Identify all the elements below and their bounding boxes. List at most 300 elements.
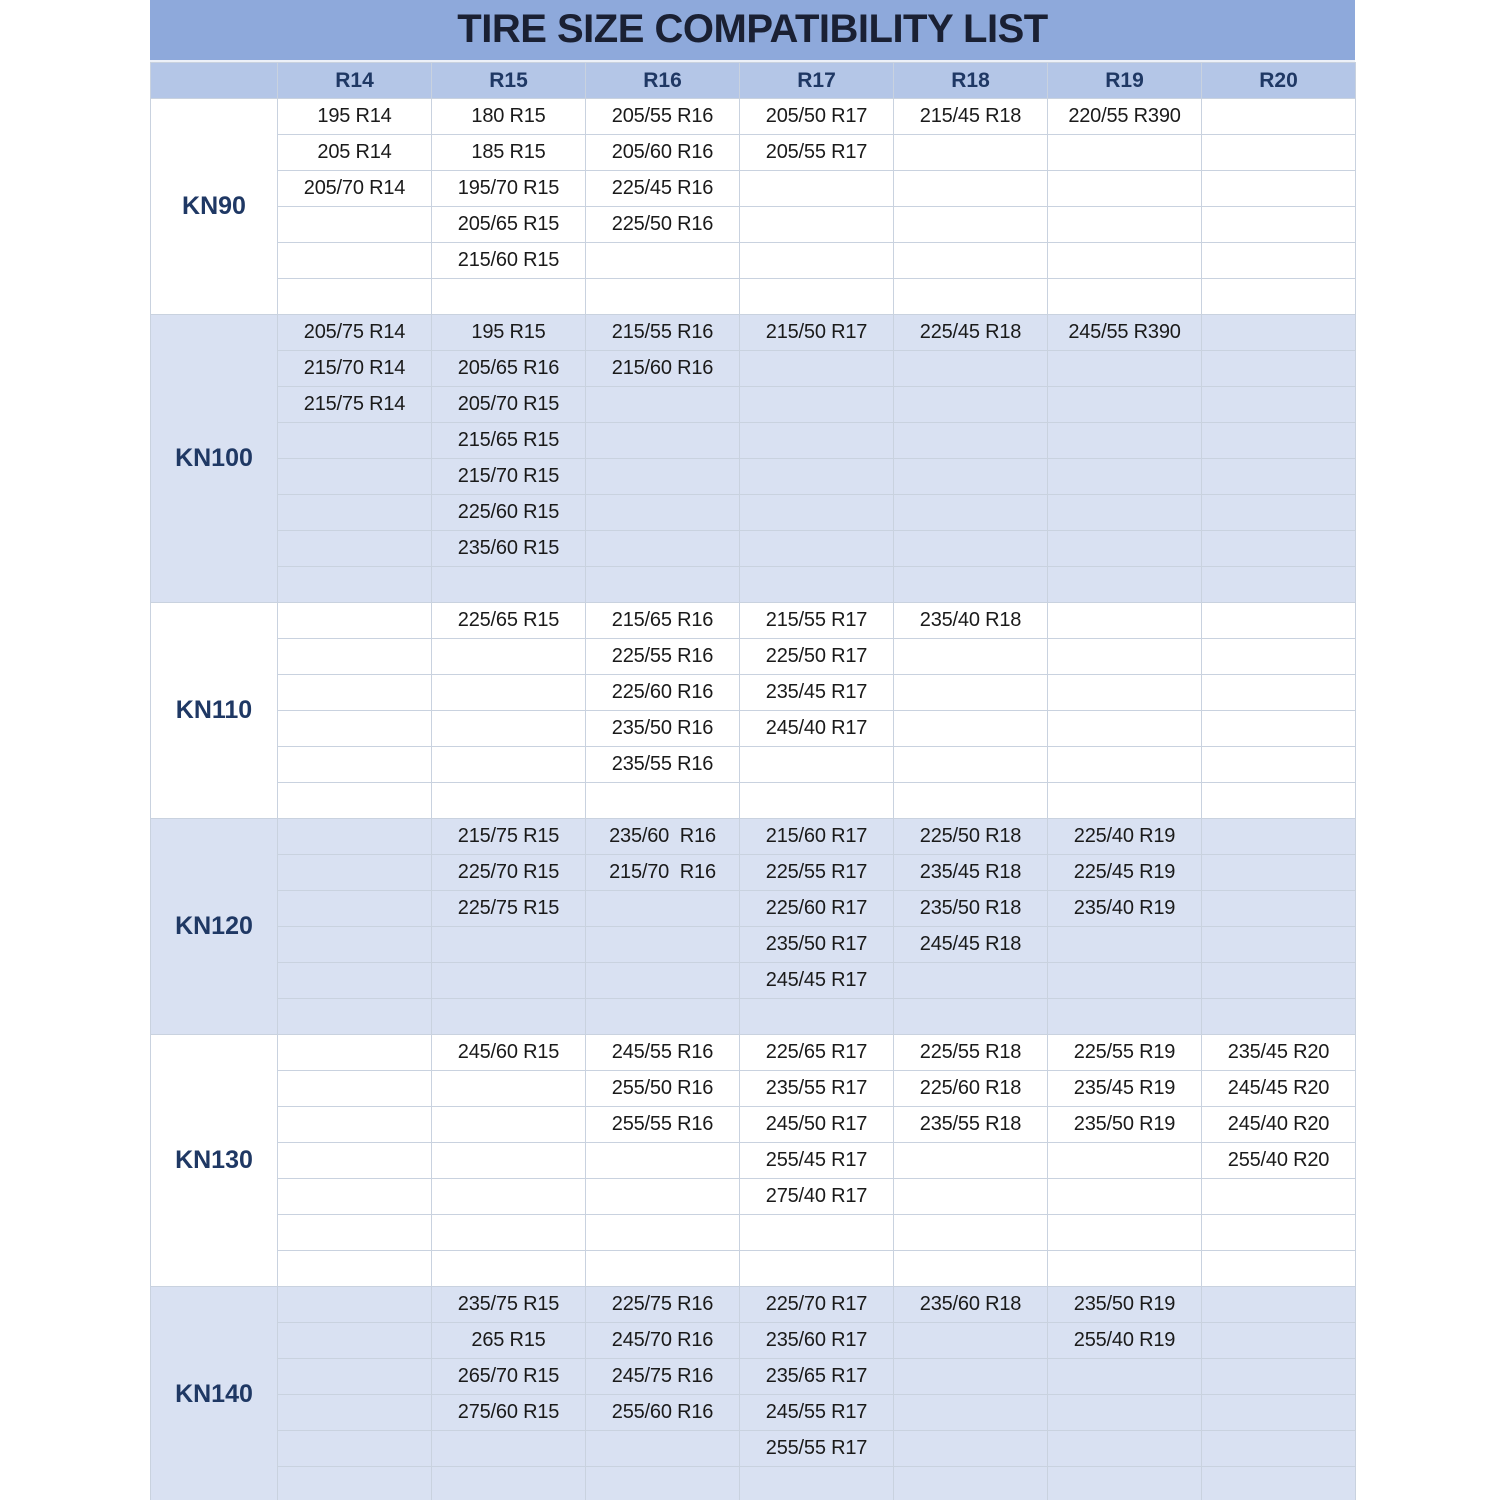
tire-size-cell: [1202, 963, 1356, 999]
tire-size-cell: 205/70 R15: [432, 387, 586, 423]
tire-size-cell: [432, 1467, 586, 1500]
tire-size-cell: [432, 1431, 586, 1467]
table-row: [151, 387, 1356, 423]
tire-size-cell: [740, 459, 894, 495]
tire-size-cell: 245/55 R16: [586, 1035, 740, 1071]
tire-size-cell: [278, 1251, 432, 1287]
tire-size-cell: 235/45 R17: [740, 675, 894, 711]
tire-size-cell: [894, 1395, 1048, 1431]
tire-size-cell: 205 R14: [278, 135, 432, 171]
table-row: [151, 1035, 1356, 1071]
tire-size-cell: [894, 351, 1048, 387]
tire-size-cell: 215/45 R18: [894, 99, 1048, 135]
tire-size-cell: [278, 1071, 432, 1107]
tire-size-cell: 215/70 R14: [278, 351, 432, 387]
tire-size-cell: [1202, 891, 1356, 927]
tire-size-cell: 215/75 R15: [432, 819, 586, 855]
tire-size-cell: [278, 423, 432, 459]
tire-size-cell: 225/55 R17: [740, 855, 894, 891]
table-row: [151, 1107, 1356, 1143]
tire-size-cell: [1202, 207, 1356, 243]
tire-size-cell: [1048, 1359, 1202, 1395]
tire-size-cell: [740, 1215, 894, 1251]
tire-size-cell: [1202, 1467, 1356, 1500]
tire-size-cell: [586, 531, 740, 567]
table-row: [151, 351, 1356, 387]
tire-size-cell: [894, 567, 1048, 603]
tire-size-cell: 245/45 R17: [740, 963, 894, 999]
table-row: [151, 1179, 1356, 1215]
tire-size-cell: [278, 963, 432, 999]
tire-size-cell: [894, 783, 1048, 819]
tire-size-cell: [432, 963, 586, 999]
tire-size-cell: [432, 1107, 586, 1143]
tire-size-cell: [1048, 927, 1202, 963]
tire-size-cell: [1202, 747, 1356, 783]
tire-size-cell: [1202, 351, 1356, 387]
tire-size-cell: [278, 1395, 432, 1431]
tire-size-cell: 235/45 R20: [1202, 1035, 1356, 1071]
tire-size-cell: [278, 1215, 432, 1251]
tire-size-cell: [278, 675, 432, 711]
tire-size-cell: 195/70 R15: [432, 171, 586, 207]
table-row: [151, 711, 1356, 747]
table-row: [151, 243, 1356, 279]
tire-size-cell: 235/65 R17: [740, 1359, 894, 1395]
tire-size-cell: [432, 1071, 586, 1107]
tire-size-cell: [740, 567, 894, 603]
tire-size-cell: [1202, 1359, 1356, 1395]
tire-size-cell: [278, 927, 432, 963]
tire-size-cell: [740, 171, 894, 207]
table-row: [151, 747, 1356, 783]
tire-size-cell: 235/50 R19: [1048, 1107, 1202, 1143]
tire-size-cell: [740, 1251, 894, 1287]
tire-size-cell: [1048, 135, 1202, 171]
header-row: [151, 63, 1356, 99]
tire-size-cell: [278, 603, 432, 639]
tire-size-cell: [1048, 387, 1202, 423]
table-row: [151, 783, 1356, 819]
tire-size-cell: 235/50 R16: [586, 711, 740, 747]
tire-size-cell: 235/55 R18: [894, 1107, 1048, 1143]
tire-size-cell: 245/60 R15: [432, 1035, 586, 1071]
tire-size-cell: [278, 747, 432, 783]
tire-size-cell: [894, 711, 1048, 747]
tire-size-cell: [740, 423, 894, 459]
tire-size-cell: 225/60 R16: [586, 675, 740, 711]
tire-size-cell: [278, 711, 432, 747]
table-row: [151, 927, 1356, 963]
tire-size-cell: [586, 459, 740, 495]
tire-size-cell: [894, 1143, 1048, 1179]
tire-size-cell: [1202, 855, 1356, 891]
tire-size-cell: 235/50 R18: [894, 891, 1048, 927]
tire-size-cell: 205/55 R16: [586, 99, 740, 135]
tire-size-cell: [1048, 747, 1202, 783]
tire-size-cell: [432, 927, 586, 963]
tire-size-cell: [894, 1359, 1048, 1395]
tire-size-cell: [894, 243, 1048, 279]
tire-size-cell: [1048, 531, 1202, 567]
tire-size-cell: [1202, 783, 1356, 819]
tire-size-cell: [586, 495, 740, 531]
tire-size-cell: [740, 387, 894, 423]
tire-size-cell: [894, 459, 1048, 495]
tire-size-cell: 225/60 R15: [432, 495, 586, 531]
tire-size-cell: [1048, 1179, 1202, 1215]
table-row: [151, 963, 1356, 999]
tire-size-cell: 205/55 R17: [740, 135, 894, 171]
table-row: [151, 639, 1356, 675]
tire-size-cell: 235/40 R18: [894, 603, 1048, 639]
tire-size-cell: [1202, 1179, 1356, 1215]
tire-size-cell: 205/50 R17: [740, 99, 894, 135]
tire-size-cell: [278, 1359, 432, 1395]
tire-size-cell: [1202, 1287, 1356, 1323]
table-row: [151, 1431, 1356, 1467]
tire-size-cell: [740, 351, 894, 387]
tire-size-cell: [1048, 567, 1202, 603]
tire-size-cell: [586, 243, 740, 279]
tire-size-cell: 245/75 R16: [586, 1359, 740, 1395]
tire-size-cell: 225/55 R16: [586, 639, 740, 675]
tire-size-cell: [278, 207, 432, 243]
tire-size-cell: 225/60 R17: [740, 891, 894, 927]
tire-size-cell: [740, 999, 894, 1035]
tire-size-cell: [432, 1143, 586, 1179]
tire-size-cell: [586, 279, 740, 315]
table-row: [151, 171, 1356, 207]
tire-size-cell: [740, 1467, 894, 1500]
tire-size-cell: 275/60 R15: [432, 1395, 586, 1431]
tire-size-cell: 205/70 R14: [278, 171, 432, 207]
tire-size-cell: 235/55 R16: [586, 747, 740, 783]
tire-size-cell: 275/40 R17: [740, 1179, 894, 1215]
tire-size-cell: [278, 639, 432, 675]
tire-size-cell: [894, 531, 1048, 567]
tire-size-cell: 215/60 R16: [586, 351, 740, 387]
tire-size-cell: [1202, 99, 1356, 135]
tire-size-cell: 205/60 R16: [586, 135, 740, 171]
tire-size-cell: 225/50 R18: [894, 819, 1048, 855]
tire-size-cell: 205/75 R14: [278, 315, 432, 351]
tire-size-cell: [894, 1215, 1048, 1251]
column-header: R20: [1202, 63, 1356, 99]
tire-size-cell: 245/40 R17: [740, 711, 894, 747]
tire-size-cell: 215/65 R15: [432, 423, 586, 459]
tire-size-cell: [894, 135, 1048, 171]
tire-size-cell: [740, 495, 894, 531]
column-header: R16: [586, 63, 740, 99]
tire-size-cell: 215/55 R16: [586, 315, 740, 351]
tire-size-cell: 235/60 R16: [586, 819, 740, 855]
tire-size-cell: [1202, 1251, 1356, 1287]
tire-size-cell: [894, 171, 1048, 207]
table-title: TIRE SIZE COMPATIBILITY LIST: [150, 0, 1355, 62]
tire-size-cell: [278, 1467, 432, 1500]
tire-size-cell: [1202, 1323, 1356, 1359]
tire-size-cell: [278, 891, 432, 927]
tire-size-cell: [1202, 495, 1356, 531]
column-header: R18: [894, 63, 1048, 99]
tire-size-cell: [894, 279, 1048, 315]
tire-size-cell: [1202, 1215, 1356, 1251]
tire-size-cell: [1202, 1431, 1356, 1467]
tire-size-cell: [1048, 243, 1202, 279]
tire-size-cell: 235/60 R18: [894, 1287, 1048, 1323]
tire-size-cell: [894, 747, 1048, 783]
tire-size-cell: [432, 711, 586, 747]
compatibility-sheet: [150, 0, 1355, 1500]
tire-size-cell: [432, 567, 586, 603]
tire-size-cell: [1202, 567, 1356, 603]
tire-size-cell: 225/70 R15: [432, 855, 586, 891]
tire-size-cell: [894, 675, 1048, 711]
tire-size-cell: 205/65 R15: [432, 207, 586, 243]
tire-size-cell: 195 R15: [432, 315, 586, 351]
tire-size-cell: 215/50 R17: [740, 315, 894, 351]
tire-size-cell: [586, 1251, 740, 1287]
tire-size-cell: [432, 1251, 586, 1287]
corner-cell: [151, 63, 278, 99]
tire-table: [150, 62, 1356, 1500]
tire-size-cell: [586, 1431, 740, 1467]
tire-size-cell: [894, 1323, 1048, 1359]
tire-size-cell: 225/55 R19: [1048, 1035, 1202, 1071]
tire-size-cell: 225/75 R15: [432, 891, 586, 927]
model-label: KN120: [151, 819, 278, 1035]
tire-size-cell: [586, 1143, 740, 1179]
tire-size-cell: [740, 747, 894, 783]
tire-size-cell: [894, 1431, 1048, 1467]
column-header: R19: [1048, 63, 1202, 99]
tire-size-cell: [432, 783, 586, 819]
tire-size-cell: [586, 1467, 740, 1500]
tire-size-cell: [586, 423, 740, 459]
tire-size-cell: [278, 783, 432, 819]
tire-size-cell: [740, 783, 894, 819]
tire-size-cell: [1048, 1395, 1202, 1431]
tire-size-cell: 225/50 R17: [740, 639, 894, 675]
tire-size-cell: 245/55 R390: [1048, 315, 1202, 351]
tire-size-cell: 265/70 R15: [432, 1359, 586, 1395]
tire-size-cell: 215/55 R17: [740, 603, 894, 639]
table-row: [151, 1395, 1356, 1431]
tire-size-cell: 235/50 R17: [740, 927, 894, 963]
tire-size-cell: [1048, 459, 1202, 495]
tire-size-cell: [432, 639, 586, 675]
tire-size-cell: [894, 387, 1048, 423]
tire-size-cell: 225/45 R18: [894, 315, 1048, 351]
tire-size-cell: [1202, 531, 1356, 567]
tire-size-cell: [432, 675, 586, 711]
tire-size-cell: [1048, 279, 1202, 315]
tire-size-cell: 225/70 R17: [740, 1287, 894, 1323]
tire-size-cell: [586, 783, 740, 819]
tire-size-cell: 220/55 R390: [1048, 99, 1202, 135]
tire-size-cell: [586, 963, 740, 999]
tire-size-cell: [278, 279, 432, 315]
tire-size-cell: 225/65 R17: [740, 1035, 894, 1071]
tire-size-cell: [1202, 999, 1356, 1035]
tire-size-cell: [894, 639, 1048, 675]
tire-size-cell: 195 R14: [278, 99, 432, 135]
tire-size-cell: 235/75 R15: [432, 1287, 586, 1323]
table-row: [151, 495, 1356, 531]
tire-size-cell: [586, 387, 740, 423]
tire-size-cell: [1048, 711, 1202, 747]
tire-size-cell: 215/60 R17: [740, 819, 894, 855]
tire-size-cell: [1048, 603, 1202, 639]
tire-size-cell: 185 R15: [432, 135, 586, 171]
tire-size-cell: 245/45 R18: [894, 927, 1048, 963]
tire-size-cell: 245/70 R16: [586, 1323, 740, 1359]
tire-size-cell: [586, 891, 740, 927]
tire-size-cell: 225/45 R16: [586, 171, 740, 207]
tire-size-cell: [586, 927, 740, 963]
table-row: [151, 567, 1356, 603]
tire-size-cell: [1048, 171, 1202, 207]
table-row: [151, 819, 1356, 855]
tire-size-cell: [278, 1431, 432, 1467]
tire-size-cell: [278, 819, 432, 855]
tire-size-cell: 235/55 R17: [740, 1071, 894, 1107]
tire-size-cell: [894, 999, 1048, 1035]
tire-size-cell: [740, 243, 894, 279]
table-row: [151, 1251, 1356, 1287]
tire-size-cell: [278, 531, 432, 567]
tire-size-cell: [432, 747, 586, 783]
table-row: [151, 1215, 1356, 1251]
table-row: [151, 135, 1356, 171]
table-row: [151, 459, 1356, 495]
tire-size-cell: 245/40 R20: [1202, 1107, 1356, 1143]
tire-size-cell: 225/40 R19: [1048, 819, 1202, 855]
tire-size-cell: 225/75 R16: [586, 1287, 740, 1323]
tire-size-cell: [586, 567, 740, 603]
tire-size-cell: [432, 999, 586, 1035]
tire-size-cell: [1048, 207, 1202, 243]
tire-size-cell: [894, 963, 1048, 999]
tire-size-cell: 235/40 R19: [1048, 891, 1202, 927]
tire-size-cell: 255/55 R16: [586, 1107, 740, 1143]
tire-size-cell: 245/45 R20: [1202, 1071, 1356, 1107]
tire-size-cell: [1202, 423, 1356, 459]
tire-size-cell: [894, 1467, 1048, 1500]
tire-size-cell: 245/55 R17: [740, 1395, 894, 1431]
tire-size-cell: [1048, 639, 1202, 675]
table-row: [151, 531, 1356, 567]
tire-size-cell: [1048, 423, 1202, 459]
tire-size-cell: [1048, 495, 1202, 531]
tire-size-cell: 245/50 R17: [740, 1107, 894, 1143]
tire-size-cell: 225/60 R18: [894, 1071, 1048, 1107]
tire-size-cell: [1202, 459, 1356, 495]
tire-size-cell: 255/40 R20: [1202, 1143, 1356, 1179]
tire-size-cell: [278, 1179, 432, 1215]
tire-size-cell: [894, 1179, 1048, 1215]
tire-size-cell: [278, 999, 432, 1035]
model-label: KN90: [151, 99, 278, 315]
table-row: [151, 675, 1356, 711]
tire-size-cell: [1202, 639, 1356, 675]
tire-size-cell: [586, 1215, 740, 1251]
table-row: [151, 279, 1356, 315]
table-row: [151, 603, 1356, 639]
tire-size-cell: 255/40 R19: [1048, 1323, 1202, 1359]
tire-size-cell: 255/60 R16: [586, 1395, 740, 1431]
tire-size-cell: [894, 423, 1048, 459]
tire-size-cell: 235/45 R19: [1048, 1071, 1202, 1107]
tire-size-cell: [740, 279, 894, 315]
column-header: R14: [278, 63, 432, 99]
tire-size-cell: 235/60 R15: [432, 531, 586, 567]
tire-size-cell: [432, 1179, 586, 1215]
model-label: KN130: [151, 1035, 278, 1287]
column-header: R15: [432, 63, 586, 99]
table-row: [151, 1467, 1356, 1500]
tire-size-cell: [1202, 315, 1356, 351]
table-row: [151, 1323, 1356, 1359]
tire-size-cell: 215/70 R16: [586, 855, 740, 891]
model-label: KN110: [151, 603, 278, 819]
tire-size-cell: [894, 1251, 1048, 1287]
tire-size-cell: 225/50 R16: [586, 207, 740, 243]
tire-size-cell: 225/65 R15: [432, 603, 586, 639]
tire-size-cell: [278, 495, 432, 531]
tire-size-cell: [740, 207, 894, 243]
tire-size-cell: 225/45 R19: [1048, 855, 1202, 891]
tire-size-cell: [1048, 675, 1202, 711]
tire-size-cell: [740, 531, 894, 567]
tire-size-cell: 235/60 R17: [740, 1323, 894, 1359]
table-row: [151, 315, 1356, 351]
column-header: R17: [740, 63, 894, 99]
tire-size-cell: 215/65 R16: [586, 603, 740, 639]
tire-size-cell: [278, 1323, 432, 1359]
tire-size-cell: [278, 855, 432, 891]
tire-size-cell: [894, 207, 1048, 243]
tire-size-cell: [1048, 351, 1202, 387]
tire-size-cell: 255/50 R16: [586, 1071, 740, 1107]
table-row: [151, 1359, 1356, 1395]
tire-size-cell: [1202, 675, 1356, 711]
table-row: [151, 423, 1356, 459]
tire-size-cell: [1048, 1215, 1202, 1251]
tire-size-cell: [1202, 243, 1356, 279]
tire-size-cell: [1048, 963, 1202, 999]
tire-size-cell: [1202, 603, 1356, 639]
table-row: [151, 891, 1356, 927]
model-label: KN100: [151, 315, 278, 603]
table-row: [151, 855, 1356, 891]
tire-size-cell: [1048, 783, 1202, 819]
tire-size-cell: [1202, 1395, 1356, 1431]
table-row: [151, 1071, 1356, 1107]
tire-size-cell: [278, 1287, 432, 1323]
model-label: KN140: [151, 1287, 278, 1500]
tire-size-cell: [1202, 135, 1356, 171]
table-row: [151, 207, 1356, 243]
tire-size-cell: [278, 1107, 432, 1143]
tire-size-cell: [1048, 1467, 1202, 1500]
tire-size-cell: [278, 243, 432, 279]
tire-size-cell: 205/65 R16: [432, 351, 586, 387]
table-row: [151, 1287, 1356, 1323]
tire-size-cell: [1048, 1251, 1202, 1287]
tire-size-cell: 265 R15: [432, 1323, 586, 1359]
